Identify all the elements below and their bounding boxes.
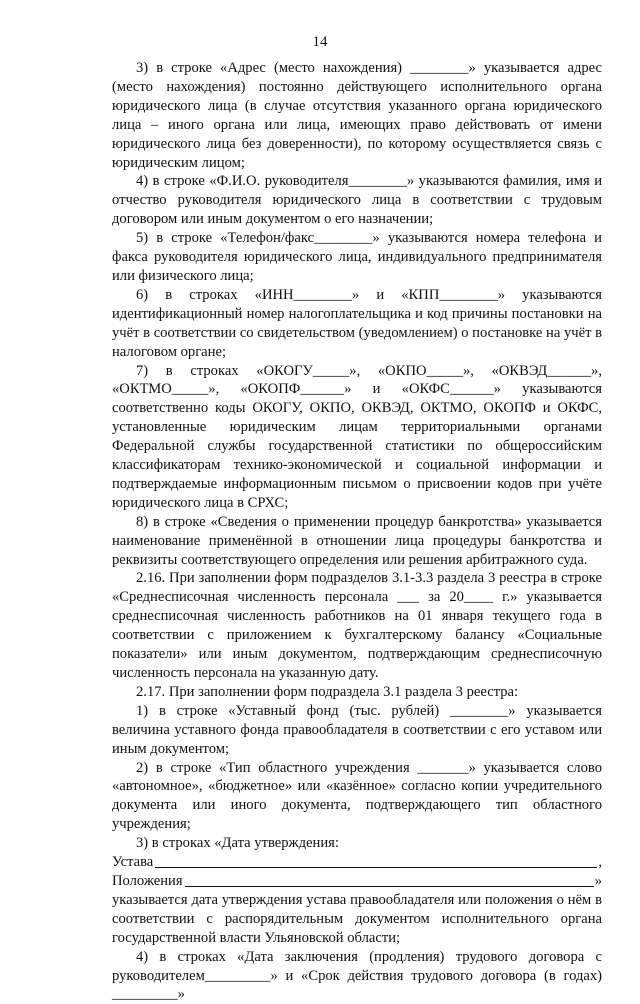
paragraph-inn-kpp: 6) в строках «ИНН________» и «КПП________» указываются идентификационный номер налогоплательщика и код причины постановки на учёт в соответствии со свидетельством (уведомлением) о постановке на учёт в налоговом органе; <box>112 286 602 360</box>
paragraph-institution-type: 2) в строке «Тип областного учреждения _______» указывается слово «автономное», «бюджетное» или «казённое» согласно копии учредительного документа или иного документа, подтверждающего тип областного учреждения; <box>112 759 602 833</box>
paragraph-2-16: 2.16. При заполнении форм подразделов 3.1-3.3 раздела 3 реестра в строке «Среднесписочная численность персонала ___ за 20____ г.» указывается среднесписочная численность работников на 01 января текущего года в соответствии с приложением к бухгалтерскому балансу «Социальные показатели» или иным документом, подтверждающим среднесписочную численность персонала на указанную дату. <box>112 570 602 681</box>
paragraph-statistics-codes: 7) в строках «ОКОГУ_____», «ОКПО_____», «ОКВЭД______», «ОКТМО_____», «ОКОПФ______» и «ОКФС______» указываются соответственно коды ОКОГУ, ОКПО, ОКВЭД, ОКТМО, ОКОПФ и ОКФС, установленные юридическим лицам территориальными органами Федеральной службы государственной статистики по общероссийским классификаторам технико-экономической и социальной информации и подтверждаемые информационным письмом о присвоении кодов при учёте юридического лица в СРХС; <box>112 362 602 511</box>
form-line-tail: » <box>594 872 602 889</box>
document-body <box>112 59 602 1004</box>
blank-line <box>155 866 597 868</box>
form-line-label: Устава <box>112 854 154 871</box>
blank-line <box>185 885 594 887</box>
paragraph-address: 3) в строке «Адрес (место нахождения) ________» указывается адрес (место нахождения) постоянно действующего исполнительного органа юридического лица (в случае отсутствия указанного органа юридического лица – иного органа или лица, имеющих право действовать от имени юридического лица без доверенности), по которому осуществляется связь с юридическим лицом; <box>112 60 602 171</box>
paragraph-bankruptcy: 8) в строке «Сведения о применении процедур банкротства» указывается наименование применённой в отношении лица процедуры банкротства и реквизиты соответствующего определения или решения арбитражного суда. <box>112 513 602 568</box>
paragraph-approval-date: 3) в строках «Дата утверждения: <box>136 835 339 852</box>
form-line-charter <box>112 853 602 872</box>
paragraph-labor-contract: 4) в строках «Дата заключения (продления) трудового договора с руководителем_________» и «Срок действия трудового договора (в годах) _________» <box>112 948 602 1003</box>
paragraph-approval-explanation: указывается дата утверждения устава правообладателя или положения о нём в соответствии с распорядительным документом исполнительного органа государственной власти Ульяновской области; <box>112 891 602 946</box>
page-number: 14 <box>312 34 328 50</box>
form-line-label: Положения <box>112 872 183 889</box>
form-line-tail: , <box>598 854 602 871</box>
paragraph-2-17: 2.17. При заполнении форм подраздела 3.1 раздела 3 реестра: <box>136 683 519 700</box>
form-line-regulation <box>112 872 602 891</box>
paragraph-charter-fund: 1) в строке «Уставный фонд (тыс. рублей) ________» указывается величина уставного фонда правообладателя в соответствии с его уставом или иным документом; <box>112 702 602 757</box>
paragraph-phone-fax: 5) в строке «Телефон/факс________» указываются номера телефона и факса руководителя юридического лица, индивидуального предпринимателя или физического лица; <box>112 230 602 284</box>
paragraph-director-name: 4) в строке «Ф.И.О. руководителя________» указываются фамилия, имя и отчество руководителя юридического лица в соответствии с трудовым договором или иным документом о его назначении; <box>112 173 602 228</box>
